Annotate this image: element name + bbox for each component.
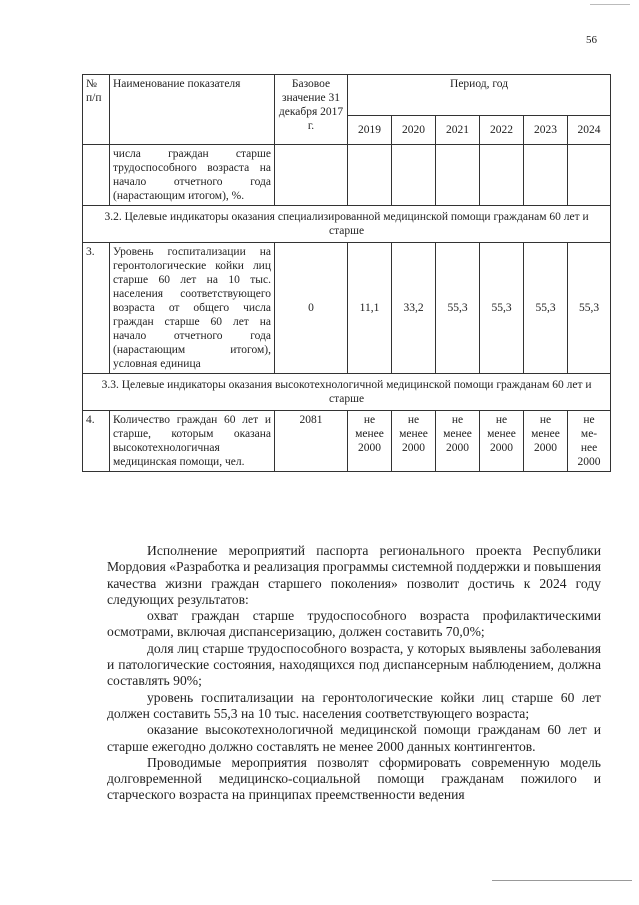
paragraph: доля лиц старше трудоспособного возраста, у которых выявлены заболевания и патологические состояния, находящихся под диспансерным наблюдением, должна составлять 90%; xyxy=(107,640,601,689)
value-line: 2000 xyxy=(358,442,381,454)
section-row xyxy=(83,374,611,411)
year-value: 55,3 xyxy=(524,243,568,374)
indicator-name: числа граждан старше трудоспособного возраста на начало отчетного года (нарастающим итогом), %. xyxy=(110,145,275,206)
value-line: не xyxy=(451,414,464,426)
indicator-name: Количество граждан 60 лет и старше, которым оказана высокотехнологичная медицинская помощи, чел. xyxy=(110,411,275,472)
value-line: 2000 xyxy=(534,442,557,454)
section-title: 3.2. Целевые индикаторы оказания специализированной медицинской помощи гражданам 60 лет и старше xyxy=(83,206,611,243)
year-value: 33,2 xyxy=(392,243,436,374)
value-line: нее xyxy=(580,442,598,454)
value-line: не xyxy=(407,414,420,426)
indicator-name: Уровень госпитализации на геронтологические койки лиц старше 60 лет на 10 тыс. населения соответствующего возраста от общего числа граждан старше 60 лет на начало отчетного года (нарастающим итогом), условная единица xyxy=(110,243,275,374)
cell-empty xyxy=(392,145,436,206)
page-number: 56 xyxy=(586,34,597,46)
value-line: менее xyxy=(355,428,384,440)
value-line: менее xyxy=(531,428,560,440)
indicators-table xyxy=(82,74,611,472)
year-value xyxy=(568,411,611,472)
cell-empty xyxy=(275,145,348,206)
value-line: 2000 xyxy=(490,442,513,454)
cell-empty xyxy=(348,145,392,206)
year-cell: 2020 xyxy=(392,116,436,145)
year-value xyxy=(436,411,480,472)
year-value xyxy=(480,411,524,472)
value-line: не xyxy=(363,414,376,426)
indicator-num: 4. xyxy=(83,411,110,472)
cell-empty xyxy=(524,145,568,206)
top-edge-rule xyxy=(590,4,630,5)
year-cell: 2022 xyxy=(480,116,524,145)
cell-empty xyxy=(568,145,611,206)
header-num: № п/п xyxy=(83,75,110,145)
section-title: 3.3. Целевые индикаторы оказания высокотехнологичной медицинской помощи гражданам 60 лет и старше xyxy=(83,374,611,411)
value-line: менее xyxy=(399,428,428,440)
year-value xyxy=(524,411,568,472)
cell-empty xyxy=(480,145,524,206)
value-line: ме- xyxy=(580,428,598,440)
indicator-row xyxy=(83,243,611,374)
indicator-row xyxy=(83,411,611,472)
year-value: 11,1 xyxy=(348,243,392,374)
year-cell: 2024 xyxy=(568,116,611,145)
paragraph: охват граждан старше трудоспособного возраста профилактическими осмотрами, включая диспансеризацию, должен составить 70,0%; xyxy=(107,608,601,640)
value-line: 2000 xyxy=(402,442,425,454)
paragraph: уровень госпитализации на геронтологические койки лиц старше 60 лет должен составить 55,3 на 10 тыс. населения соответствующего возраста; xyxy=(107,689,601,721)
year-cell: 2019 xyxy=(348,116,392,145)
cell-empty xyxy=(83,145,110,206)
value-line: не xyxy=(495,414,508,426)
value-line: не xyxy=(539,414,552,426)
header-name: Наименование показателя xyxy=(110,75,275,145)
year-cell: 2023 xyxy=(524,116,568,145)
year-value: 55,3 xyxy=(568,243,611,374)
section-row xyxy=(83,206,611,243)
value-line: не xyxy=(583,414,595,426)
body-text xyxy=(107,543,601,804)
year-value: 55,3 xyxy=(436,243,480,374)
value-line: менее xyxy=(487,428,516,440)
indicator-num: 3. xyxy=(83,243,110,374)
base-value: 0 xyxy=(275,243,348,374)
header-period: Период, год xyxy=(348,75,611,116)
bottom-edge-rule xyxy=(492,880,632,881)
header-row xyxy=(83,75,611,116)
value-line: 2000 xyxy=(446,442,469,454)
cell-empty xyxy=(436,145,480,206)
paragraph: оказание высокотехнологичной медицинской помощи гражданам 60 лет и старше ежегодно должно составлять не менее 2000 данных контингентов. xyxy=(107,722,601,754)
header-base: Базовое значение 31 декабря 2017 г. xyxy=(275,75,348,145)
paragraph: Исполнение мероприятий паспорта регионального проекта Республики Мордовия «Разработка и реализация программы системной поддержки и повышения качества жизни граждан старшего поколения» позволит достичь к 2024 году следующих результатов: xyxy=(107,543,601,607)
continuation-row xyxy=(83,145,611,206)
paragraph: Проводимые мероприятия позволят сформировать современную модель долговременной медицинско-социальной помощи гражданам пожилого и старческого возраста на принципах преемственности ведения xyxy=(107,754,601,803)
year-value: 55,3 xyxy=(480,243,524,374)
year-cell: 2021 xyxy=(436,116,480,145)
year-value xyxy=(392,411,436,472)
base-value: 2081 xyxy=(275,411,348,472)
year-value xyxy=(348,411,392,472)
value-line: менее xyxy=(443,428,472,440)
value-line: 2000 xyxy=(577,456,601,468)
